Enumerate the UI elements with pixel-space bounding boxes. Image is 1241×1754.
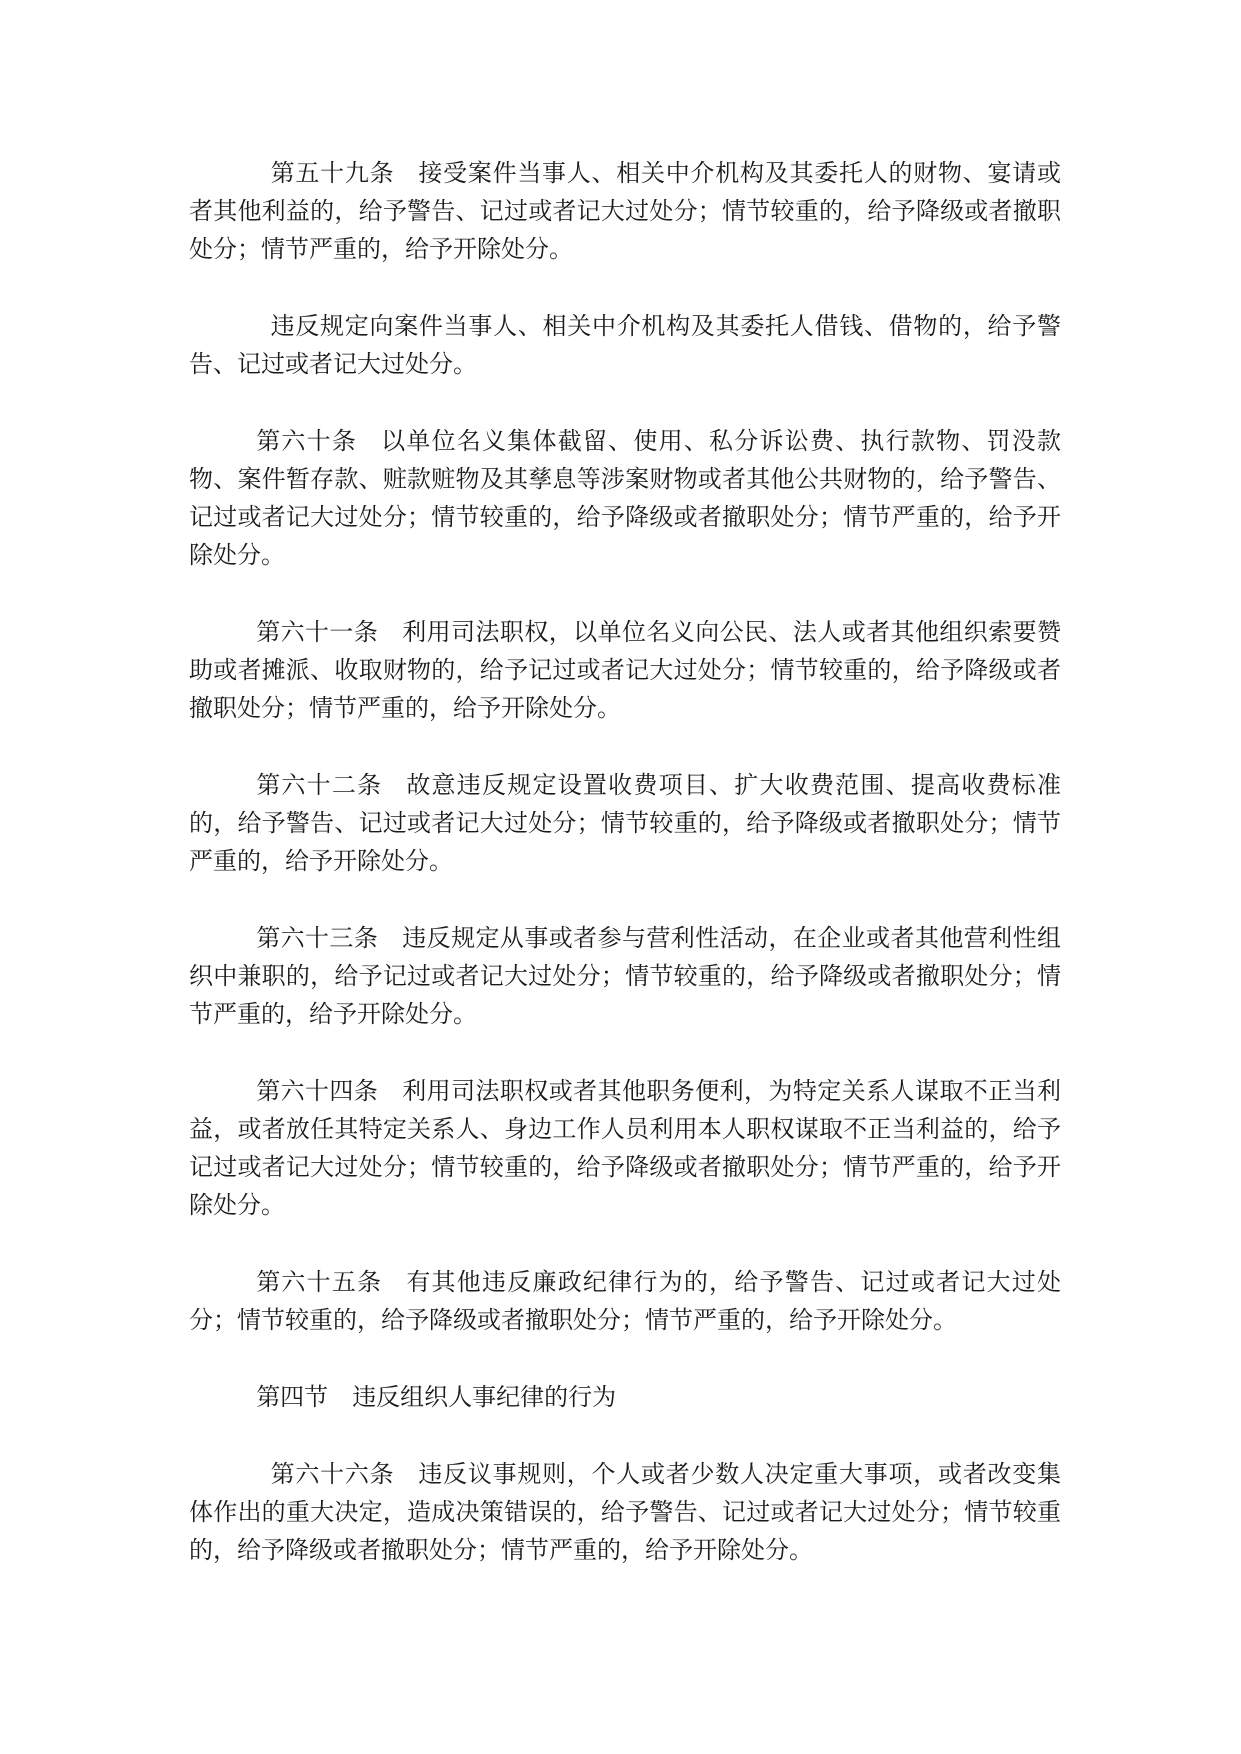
article-65 (189, 1263, 1061, 1339)
article-66 (189, 1455, 1061, 1569)
section-heading (189, 1378, 1061, 1416)
article-number: 第六十三条 (256, 924, 379, 952)
section-title: 违反组织人事纪律的行为 (352, 1383, 617, 1411)
article-text: 接受案件当事人、相关中介机构及其委托人的财物、宴请或者其他利益的，给予警告、记过或者记大过处分；情节较重的，给予降级或者撤职处分；情节严重的，给予开除处分。 (189, 159, 1061, 263)
article-61 (189, 613, 1061, 727)
article-number: 第六十四条 (256, 1077, 379, 1105)
article-text: 利用司法职权或者其他职务便利，为特定关系人谋取不正当利益，或者放任其特定关系人、身边工作人员利用本人职权谋取不正当利益的，给予记过或者记大过处分；情节较重的，给予降级或者撤职处分；情节严重的，给予开除处分。 (189, 1077, 1062, 1219)
article-64 (189, 1072, 1061, 1224)
article-number: 第六十二条 (256, 771, 383, 799)
article-59-clause-2 (189, 307, 1061, 383)
article-text: 故意违反规定设置收费项目、扩大收费范围、提高收费标准的，给予警告、记过或者记大过处分；情节较重的，给予降级或者撤职处分；情节严重的，给予开除处分。 (189, 771, 1062, 875)
article-text: 违反议事规则，个人或者少数人决定重大事项，或者改变集体作出的重大决定，造成决策错误的，给予警告、记过或者记大过处分；情节较重的，给予降级或者撤职处分；情节严重的，给予开除处分。 (189, 1460, 1061, 1564)
article-number: 第六十一条 (256, 618, 379, 646)
article-60 (189, 422, 1061, 574)
article-text: 违反规定向案件当事人、相关中介机构及其委托人借钱、借物的，给予警告、记过或者记大过处分。 (189, 312, 1061, 378)
article-text: 违反规定从事或者参与营利性活动，在企业或者其他营利性组织中兼职的，给予记过或者记大过处分；情节较重的，给予降级或者撤职处分；情节严重的，给予开除处分。 (189, 924, 1062, 1028)
section-number: 第四节 (256, 1383, 329, 1411)
article-number: 第六十条 (256, 427, 358, 455)
article-number: 第六十五条 (256, 1268, 383, 1296)
article-62 (189, 766, 1061, 880)
article-59 (189, 154, 1061, 268)
article-text: 利用司法职权，以单位名义向公民、法人或者其他组织索要赞助或者摊派、收取财物的，给予记过或者记大过处分；情节较重的，给予降级或者撤职处分；情节严重的，给予开除处分。 (189, 618, 1062, 722)
article-number: 第五十九条 (270, 159, 395, 187)
document-body (189, 154, 1061, 1608)
article-text: 有其他违反廉政纪律行为的，给予警告、记过或者记大过处分；情节较重的，给予降级或者撤职处分；情节严重的，给予开除处分。 (189, 1268, 1062, 1334)
article-text: 以单位名义集体截留、使用、私分诉讼费、执行款物、罚没款物、案件暂存款、赃款赃物及其孳息等涉案财物或者其他公共财物的，给予警告、记过或者记大过处分；情节较重的，给予降级或者撤职处分；情节严重的，给予开除处分。 (189, 427, 1062, 569)
article-number: 第六十六条 (270, 1460, 395, 1488)
article-63 (189, 919, 1061, 1033)
